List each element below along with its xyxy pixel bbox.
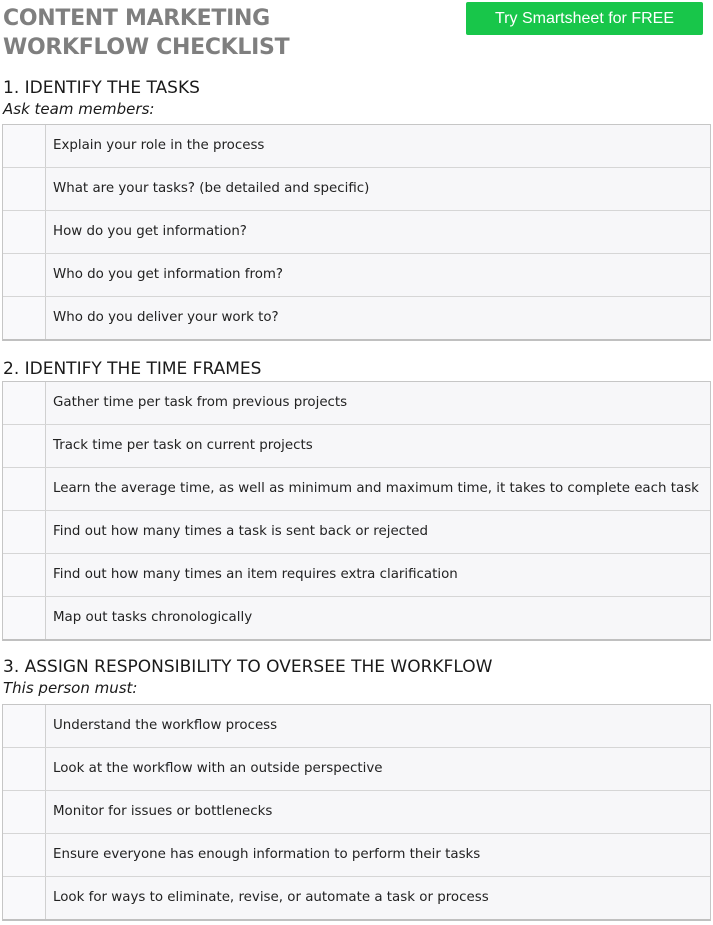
checkbox[interactable]	[3, 877, 46, 919]
checklist-item-text: Learn the average time, as well as minimum and maximum time, it takes to complete each task	[53, 481, 699, 496]
checkbox[interactable]	[3, 597, 46, 639]
checklist-item-text: Find out how many times an item requires extra clarification	[53, 567, 458, 582]
checklist-item-text: Explain your role in the process	[53, 138, 265, 153]
checklist-item-text: Monitor for issues or bottlenecks	[53, 804, 273, 819]
checklist-row	[3, 296, 710, 339]
checkbox[interactable]	[3, 211, 46, 253]
section-subheading: Ask team members:	[3, 100, 155, 118]
checklist-row	[3, 253, 710, 296]
section-heading: 2. IDENTIFY THE TIME FRAMES	[3, 359, 262, 379]
section-heading: 1. IDENTIFY THE TASKS	[3, 78, 200, 98]
section-assign-responsibility	[0, 656, 713, 921]
checklist-item-text: Gather time per task from previous projects	[53, 395, 348, 410]
checkbox[interactable]	[3, 791, 46, 833]
checklist-item-text: What are your tasks? (be detailed and specific)	[53, 181, 370, 196]
checkbox[interactable]	[3, 382, 46, 424]
checklist-row	[3, 167, 710, 210]
checklist-row	[3, 790, 710, 833]
checkbox[interactable]	[3, 297, 46, 339]
checklist-item-text: Who do you deliver your work to?	[53, 310, 279, 325]
checklist-row	[3, 876, 710, 919]
title-line-1: CONTENT MARKETING	[3, 6, 270, 31]
checklist-item-text: Map out tasks chronologically	[53, 610, 253, 625]
checklist-item-text: Look at the workflow with an outside perspective	[53, 761, 383, 776]
try-smartsheet-button[interactable]: Try Smartsheet for FREE	[466, 2, 703, 35]
checklist-row	[3, 747, 710, 790]
checklist-row	[3, 833, 710, 876]
checklist-row	[3, 553, 710, 596]
checklist-table	[2, 381, 711, 641]
checkbox[interactable]	[3, 705, 46, 747]
checklist-item-text: Who do you get information from?	[53, 267, 284, 282]
section-identify-tasks	[0, 77, 713, 341]
section-subheading: This person must:	[3, 679, 138, 697]
checklist-table	[2, 704, 711, 921]
page-title	[3, 4, 343, 62]
checklist-table	[2, 124, 711, 341]
checklist-row	[3, 125, 710, 167]
section-identify-time-frames	[0, 358, 713, 641]
checklist-item-text: How do you get information?	[53, 224, 247, 239]
checkbox[interactable]	[3, 554, 46, 596]
checklist-item-text: Track time per task on current projects	[53, 438, 313, 453]
checkbox[interactable]	[3, 125, 46, 167]
checkbox[interactable]	[3, 254, 46, 296]
checklist-item-text: Look for ways to eliminate, revise, or automate a task or process	[53, 890, 489, 905]
checkbox[interactable]	[3, 168, 46, 210]
checklist-row	[3, 510, 710, 553]
section-heading: 3. ASSIGN RESPONSIBILITY TO OVERSEE THE WORKFLOW	[3, 657, 493, 677]
checkbox[interactable]	[3, 834, 46, 876]
checklist-item-text: Find out how many times a task is sent back or rejected	[53, 524, 429, 539]
checklist-row	[3, 210, 710, 253]
title-line-2: WORKFLOW CHECKLIST	[3, 35, 290, 60]
checklist-row	[3, 705, 710, 747]
checkbox[interactable]	[3, 511, 46, 553]
checklist-row	[3, 596, 710, 639]
checklist-item-text: Ensure everyone has enough information to perform their tasks	[53, 847, 481, 862]
checklist-row	[3, 467, 710, 510]
checklist-row	[3, 382, 710, 424]
checkbox[interactable]	[3, 748, 46, 790]
checklist-row	[3, 424, 710, 467]
checklist-item-text: Understand the workflow process	[53, 718, 278, 733]
checkbox[interactable]	[3, 425, 46, 467]
checkbox[interactable]	[3, 468, 46, 510]
